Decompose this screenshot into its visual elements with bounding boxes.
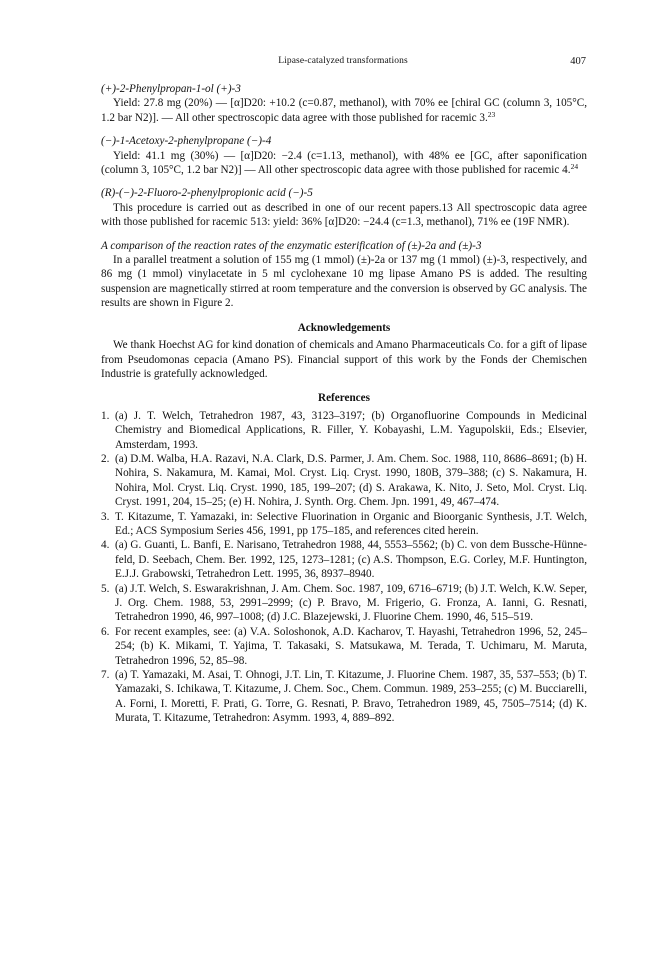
reference-item [101, 625, 587, 668]
comparison-paragraph: In a parallel treatment a solution of 155 mg (1 mmol) (±)-2a or 137 mg (1 mmol) (±)-3, respectively, and 86 mg (1 mmol) vinylacetate in 5 ml cyclohexane 10 mg lipase Amano PS is added. The resulting suspension are magnetically stirred at room temperature and the conversion is observed by GC analysis. The results are shown in Figure 2. [101, 254, 587, 310]
reference-item [101, 409, 587, 452]
reference-text: (a) D.M. Walba, H.A. Razavi, N.A. Clark, D.S. Parmer, J. Am. Chem. Soc. 1988, 110, 8686–8691; (b) H. Nohira, S. Nakamura, M. Kamai, Mol. Cryst. Liq. Cryst. 1990, 180B, 379–388; (c) S. Nakamura, H. Nohira, Mol. Cryst. Liq. Cryst. 1990, 185, 199–207; (d) S. Arakawa, K. Nito, J. Seto, Mol. Cryst. Liq. Cryst. 1991, 204, 15–25; (e) H. Nohira, J. Synth. Org. Chem. Jpn. 1991, 49, 467–474. [115, 452, 587, 509]
compound-description: This procedure is carried out as described in one of our recent papers.13 All spectroscopic data agree with those published for racemic 513: yield: 36% [α]D20: −24.4 (c=1.3, methanol), 71% ee (19F NMR). [101, 201, 587, 229]
reference-number: 7. [101, 669, 110, 682]
reference-number: 6. [101, 625, 110, 638]
reference-text: (a) J.T. Welch, S. Eswarakrishnan, J. Am. Chem. Soc. 1987, 109, 6716–6719; (b) J.T. Welch, K.W. Seper, J. Org. Chem. 1988, 53, 2991–2999; (c) P. Bravo, M. Frigerio, G. Fronza, A. Ianni, G. Resnati, Tetrahedron 1990, 46, 997–1008; (d) J.C. Blazejewski, J. Fluorine Chem. 1990, 46, 515–519. [115, 582, 587, 624]
reference-superscript: 23 [487, 109, 496, 119]
acknowledgements-paragraph: We thank Hoechst AG for kind donation of chemicals and Amano Pharmaceuticals Co. for a gift of lipase from Pseudomonas cepacia (Amano PS). Financial support of this work by the Fonds der Chemischen Industrie is gratefully acknowledged. [101, 339, 587, 380]
reference-text: (a) T. Yamazaki, M. Asai, T. Ohnogi, J.T. Lin, T. Kitazume, J. Fluorine Chem. 1987, 35, 537–553; (b) T. Yamazaki, S. Ichikawa, T. Kitazume, J. Chem. Soc., Chem. Commun. 1989, 253–255; (c) M. Bucciarelli, A. Forni, I. Moretti, F. Prati, G. Torre, G. Resnati, P. Bravo, Tetrahedron 1989, 45, 7505–7514; (d) K. Murata, T. Kitazume, Tetrahedron: Asymm. 1993, 4, 889–892. [115, 669, 587, 725]
reference-text: T. Kitazume, T. Yamazaki, in: Selective Fluorination in Organic and Bioorganic Synthesis, J.T. Welch, Ed.; ACS Symposium Series 456, 1991, pp 175–185, and references cited herein. [115, 510, 587, 537]
compound-description [101, 149, 587, 178]
reference-item [101, 582, 587, 625]
page-number: 407 [570, 56, 586, 67]
reference-superscript: 24 [570, 162, 579, 172]
references-list [101, 409, 587, 726]
compound-section [101, 186, 587, 229]
reference-text: (a) J. T. Welch, Tetrahedron 1987, 43, 3123–3197; (b) Organofluorine Compounds in Medicinal Chemistry and Biomedical Applications, R. Filler, Y. Kobayashi, L.M. Yagupolskii, Eds.; Elsevier, Amsterdam, 1993. [115, 409, 587, 451]
reference-item [101, 538, 587, 581]
reference-item [101, 510, 587, 539]
running-title: Lipase-catalyzed transformations [278, 56, 408, 66]
page-body [101, 82, 587, 726]
reference-number: 2. [101, 452, 110, 465]
acknowledgements-heading: Acknowledgements [297, 321, 391, 334]
compound-name: (R)-(−)-2-Fluoro-2-phenylpropionic acid (−)-5 [101, 187, 313, 200]
reference-number: 1. [101, 409, 110, 422]
page-header [100, 56, 586, 70]
reference-number: 4. [101, 539, 110, 552]
compound-text: Yield: 27.8 mg (20%) — [α]D20: +10.2 (c=0.87, methanol), with 70% ee [chiral GC (column 3, 105°C, 1.2 bar N2)]. — All other spectroscopic data agree with those published for racemic 3. [101, 97, 587, 124]
comparison-heading: A comparison of the reaction rates of the enzymatic esterification of (±)-2a and (±)-3 [101, 239, 482, 252]
compound-name: (+)-2-Phenylpropan-1-ol (+)-3 [101, 83, 241, 95]
compound-name: (−)-1-Acetoxy-2-phenylpropane (−)-4 [101, 135, 272, 148]
compound-text: Yield: 41.1 mg (30%) — [α]D20: −2.4 (c=1.13, methanol), with 48% ee [GC, after saponification (column 3, 105°C, 1.2 bar N2)] — All other spectroscopic data agree with those published for racemic 4. [101, 149, 587, 177]
compound-section [101, 134, 587, 177]
reference-item [101, 452, 587, 510]
reference-number: 5. [101, 582, 110, 595]
reference-text: For recent examples, see: (a) V.A. Soloshonok, A.D. Kacharov, T. Hayashi, Tetrahedron 1996, 52, 245–254; (b) K. Mikami, T. Yajima, T. Takasaki, S. Matsukawa, M. Terada, T. Uchimaru, M. Maruta, Tetrahedron 1996, 52, 85–98. [115, 625, 587, 667]
compound-section [101, 82, 587, 125]
reference-item [101, 668, 587, 726]
reference-text: (a) G. Guanti, L. Banfi, E. Narisano, Tetrahedron 1988, 44, 5553–5562; (b) C. von dem Bussche-Hünne-feld, D. Seebach, Chem. Ber. 1992, 125, 1273–1281; (c) A.S. Thompson, E.G. Corley, M.F. Huntington, E.J.J. Grabowski, Tetrahedron Lett. 1995, 36, 8937–8940. [115, 539, 587, 581]
reference-number: 3. [101, 510, 110, 523]
compound-description [101, 96, 587, 125]
references-heading: References [318, 392, 370, 405]
